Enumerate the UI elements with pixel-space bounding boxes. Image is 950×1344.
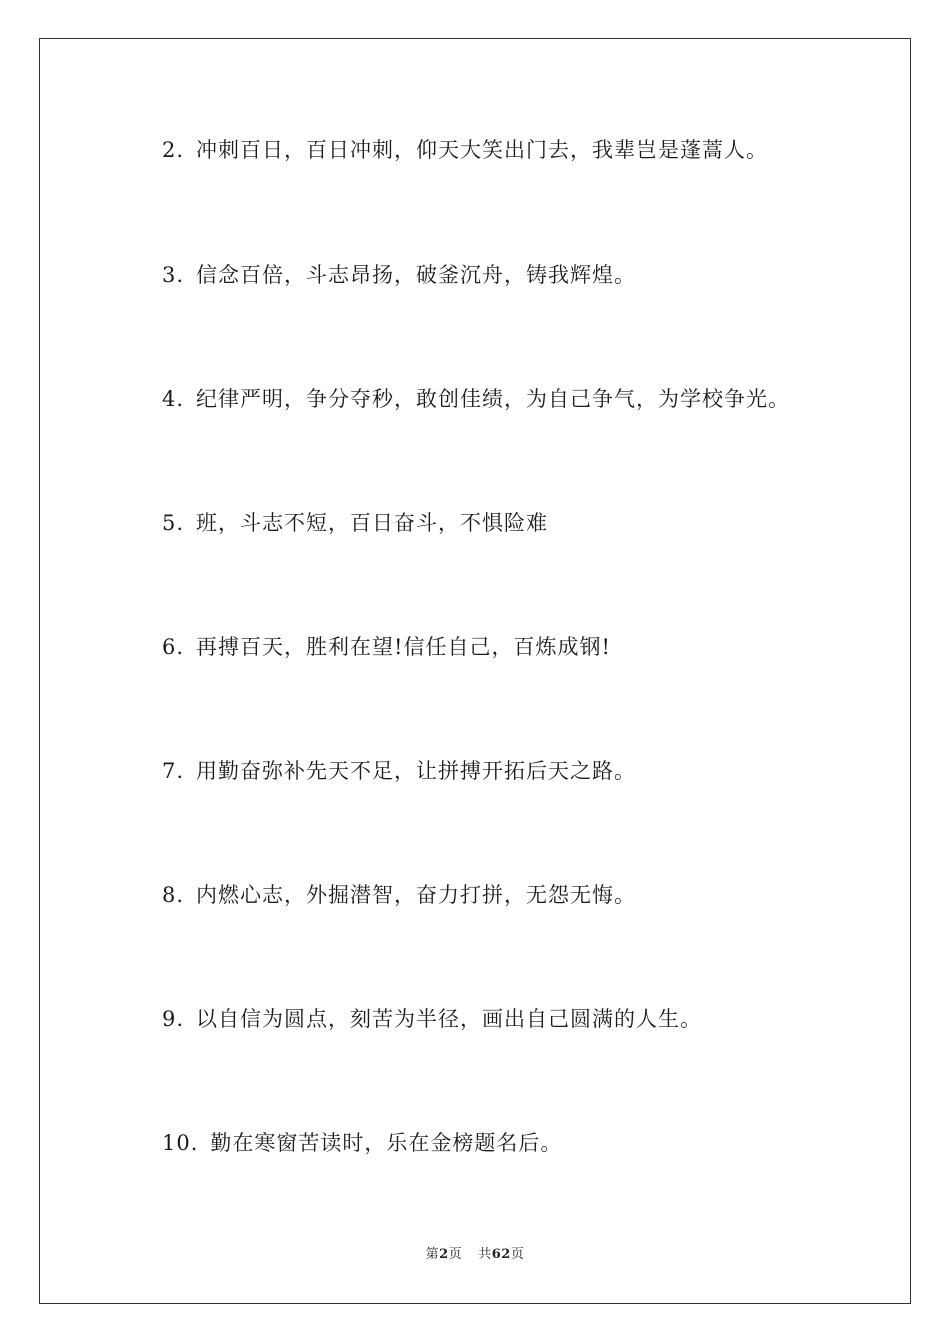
item-text: 用勤奋弥补先天不足，让拼搏开拓后天之路。: [196, 759, 637, 783]
item-number: 3.: [162, 263, 185, 287]
page-suffix: 页: [448, 1247, 463, 1262]
item-number: 7.: [162, 759, 185, 783]
item-text: 信念百倍，斗志昂扬，破釜沉舟，铸我辉煌。: [196, 263, 637, 287]
list-item: [162, 757, 636, 785]
item-number: 5.: [162, 511, 185, 535]
item-text: 勤在寒窗苦读时，乐在金榜题名后。: [210, 1131, 563, 1155]
list-item: [162, 1129, 562, 1157]
page-footer: [0, 1246, 950, 1264]
page-number: 2: [439, 1247, 449, 1262]
item-text: 纪律严明，争分夺秒，敢创佳绩，为自己争气，为学校争光。: [196, 387, 791, 411]
item-text: 内燃心志，外掘潜智，奋力打拼，无怨无悔。: [196, 883, 637, 907]
item-number: 6.: [162, 635, 185, 659]
list-item: [162, 1005, 702, 1033]
list-item: [162, 881, 636, 909]
item-number: 2.: [162, 138, 185, 162]
list-item: [162, 509, 548, 537]
item-text: 以自信为圆点，刻苦为半径，画出自己圆满的人生。: [196, 1007, 703, 1031]
item-text: 再搏百天，胜利在望!信任自己，百炼成钢!: [196, 635, 611, 659]
item-number: 8.: [162, 883, 185, 907]
item-text: 冲刺百日，百日冲刺，仰天大笑出门去，我辈岂是蓬蒿人。: [196, 138, 769, 162]
list-item: [162, 136, 768, 164]
total-prefix: 共: [478, 1247, 492, 1262]
page-prefix: 第: [425, 1247, 440, 1262]
item-number: 10.: [162, 1131, 199, 1155]
list-item: [162, 633, 611, 661]
list-item: [162, 385, 790, 413]
page-border: [39, 38, 911, 1304]
list-item: [162, 261, 636, 289]
item-number: 9.: [162, 1007, 185, 1031]
total-pages: 62: [491, 1247, 511, 1262]
item-text: 班，斗志不短，百日奋斗，不惧险难: [196, 511, 549, 535]
total-suffix: 页: [510, 1247, 525, 1262]
item-number: 4.: [162, 387, 185, 411]
